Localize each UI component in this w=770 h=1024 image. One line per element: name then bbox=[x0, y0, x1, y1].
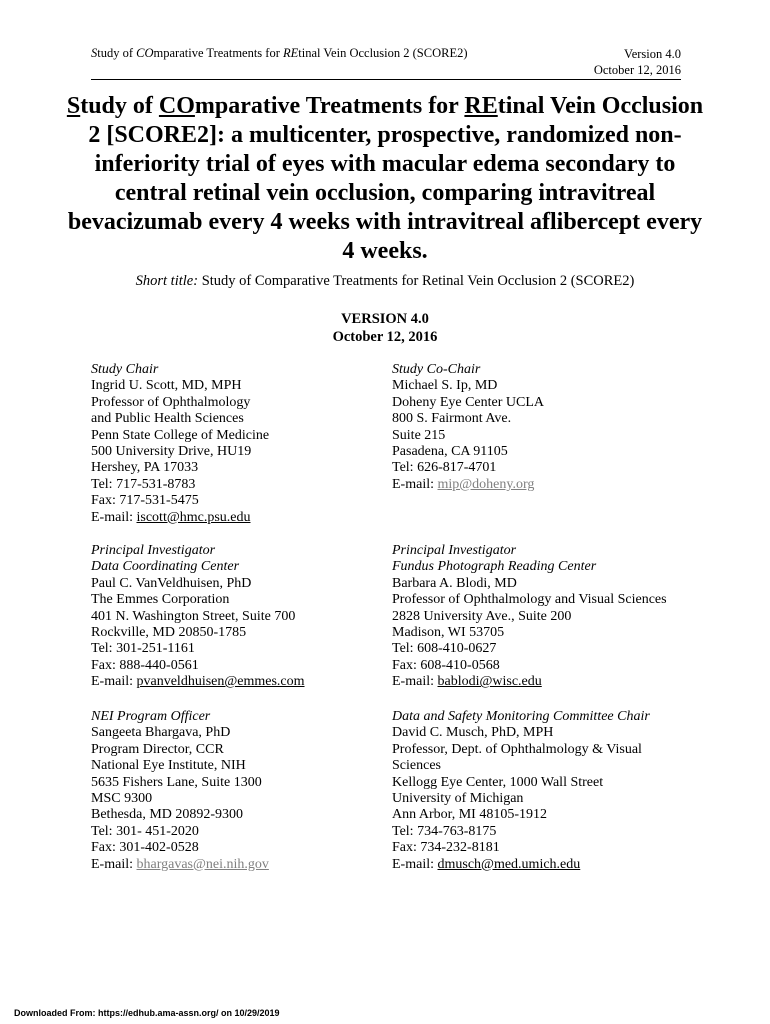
contact-role: Fundus Photograph Reading Center bbox=[392, 559, 597, 575]
pi-data-coordinating-center-block bbox=[91, 543, 305, 691]
contact-line: Rockville, MD 20850-1785 bbox=[91, 625, 247, 641]
contact-line: Fax: 717-531-5475 bbox=[91, 493, 199, 509]
email-link[interactable]: bablodi@wisc.edu bbox=[437, 674, 542, 690]
contact-line: Hershey, PA 17033 bbox=[91, 460, 199, 476]
running-header bbox=[91, 44, 681, 78]
contact-line: Fax: 608-410-0568 bbox=[392, 657, 500, 673]
contact-line: Doheny Eye Center UCLA bbox=[392, 394, 545, 410]
contact-line: Bethesda, MD 20892-9300 bbox=[91, 807, 244, 823]
contact-role: Data and Safety Monitoring Committee Chair bbox=[392, 709, 650, 724]
running-header-version bbox=[594, 46, 681, 78]
contact-line: Tel: 608-410-0627 bbox=[392, 641, 497, 657]
contact-line: 500 University Drive, HU19 bbox=[91, 444, 252, 460]
contact-line: The Emmes Corporation bbox=[91, 592, 230, 608]
contact-line: University of Michigan bbox=[392, 791, 524, 807]
contact-line: Suite 215 bbox=[392, 427, 446, 443]
contact-email-line: E-mail: mip@doheny.org bbox=[392, 476, 535, 492]
contact-email-line: E-mail: bhargavas@nei.nih.gov bbox=[91, 856, 269, 872]
email-link[interactable]: pvanveldhuisen@emmes.com bbox=[136, 674, 305, 690]
contact-line: Fax: 301-402-0528 bbox=[91, 840, 199, 856]
contact-line: Ann Arbor, MI 48105-1912 bbox=[392, 807, 547, 823]
contact-line: Program Director, CCR bbox=[91, 741, 224, 757]
contact-line: Tel: 301- 451-2020 bbox=[91, 823, 199, 839]
contact-line: Madison, WI 53705 bbox=[392, 625, 505, 641]
document-title: Study of COmparative Treatments for REtinal Vein Occlusion 2 [SCORE2]: a multicenter, prospective, randomized non-inferiority trial of eyes with macular edema secondary to central retinal vein occlusion, comparing intravitreal bevacizumab every 4 weeks with intravitreal aflibercept every 4 weeks. bbox=[66, 93, 704, 264]
contact-line: Fax: 888-440-0561 bbox=[91, 657, 199, 673]
contact-line: David C. Musch, PhD, MPH bbox=[392, 725, 554, 741]
contact-line: 5635 Fishers Lane, Suite 1300 bbox=[91, 774, 262, 790]
contact-email-line: E-mail: iscott@hmc.psu.edu bbox=[91, 509, 251, 525]
version-number: VERSION 4.0 bbox=[341, 311, 429, 327]
contact-line: Barbara A. Blodi, MD bbox=[392, 575, 517, 591]
contact-line: Tel: 717-531-8783 bbox=[91, 476, 196, 492]
contact-line: 2828 University Ave., Suite 200 bbox=[392, 608, 572, 624]
contact-line: Professor of Ophthalmology bbox=[91, 394, 251, 410]
email-link[interactable]: dmusch@med.umich.edu bbox=[437, 856, 581, 872]
contact-line: Professor, Dept. of Ophthalmology & Visual bbox=[392, 741, 642, 757]
short-title bbox=[60, 273, 710, 290]
contact-role: Principal Investigator bbox=[91, 543, 216, 558]
email-link[interactable]: bhargavas@nei.nih.gov bbox=[136, 856, 269, 872]
contact-line: Kellogg Eye Center, 1000 Wall Street bbox=[392, 774, 604, 790]
contact-line: Tel: 734-763-8175 bbox=[392, 823, 497, 839]
email-link[interactable]: iscott@hmc.psu.edu bbox=[136, 509, 251, 525]
contact-role: Principal Investigator bbox=[392, 543, 517, 558]
short-title-text: Study of Comparative Treatments for Retinal Vein Occlusion 2 (SCORE2) bbox=[198, 273, 635, 289]
contact-line: Penn State College of Medicine bbox=[91, 427, 270, 443]
contact-role: Study Chair bbox=[91, 362, 159, 377]
nei-program-officer-block bbox=[91, 709, 269, 873]
contact-role: Study Co-Chair bbox=[392, 362, 481, 377]
contact-line: 800 S. Fairmont Ave. bbox=[392, 411, 512, 427]
contact-line: Ingrid U. Scott, MD, MPH bbox=[91, 378, 242, 394]
contact-line: Pasadena, CA 91105 bbox=[392, 444, 508, 460]
version-block bbox=[60, 310, 710, 346]
contact-line: Paul C. VanVeldhuisen, PhD bbox=[91, 575, 252, 591]
short-title-label: Short title: bbox=[135, 273, 199, 289]
study-co-chair-block bbox=[392, 362, 544, 493]
header-date: October 12, 2016 bbox=[593, 63, 681, 77]
contact-line: Tel: 301-251-1161 bbox=[91, 641, 195, 657]
contact-role: NEI Program Officer bbox=[91, 709, 211, 724]
version-date: October 12, 2016 bbox=[332, 329, 438, 345]
contact-line: Sciences bbox=[392, 758, 441, 774]
contact-line: 401 N. Washington Street, Suite 700 bbox=[91, 608, 296, 624]
contact-line: Fax: 734-232-8181 bbox=[392, 840, 500, 856]
contact-role: Data Coordinating Center bbox=[91, 559, 240, 575]
running-header-title: Study of COmparative Treatments for REtinal Vein Occlusion 2 (SCORE2) bbox=[91, 46, 468, 60]
contact-email-line: E-mail: pvanveldhuisen@emmes.com bbox=[91, 674, 305, 690]
contact-line: Tel: 626-817-4701 bbox=[392, 460, 497, 476]
contact-email-line: E-mail: dmusch@med.umich.edu bbox=[392, 856, 581, 872]
contact-line: Sangeeta Bhargava, PhD bbox=[91, 725, 231, 741]
contact-line: MSC 9300 bbox=[91, 791, 153, 807]
pi-fundus-reading-center-block bbox=[392, 543, 667, 691]
contact-line: Michael S. Ip, MD bbox=[392, 378, 498, 394]
email-link[interactable]: mip@doheny.org bbox=[437, 476, 535, 492]
contact-line: Professor of Ophthalmology and Visual Sciences bbox=[392, 592, 667, 608]
study-chair-block bbox=[91, 362, 269, 526]
contact-email-line: E-mail: bablodi@wisc.edu bbox=[392, 674, 542, 690]
contact-line: and Public Health Sciences bbox=[91, 411, 244, 427]
header-version: Version 4.0 bbox=[624, 47, 681, 61]
download-footer: Downloaded From: https://edhub.ama-assn.org/ on 10/29/2019 bbox=[14, 1008, 280, 1018]
header-rule bbox=[91, 79, 681, 80]
dsmc-chair-block bbox=[392, 709, 650, 873]
contact-line: National Eye Institute, NIH bbox=[91, 758, 246, 774]
